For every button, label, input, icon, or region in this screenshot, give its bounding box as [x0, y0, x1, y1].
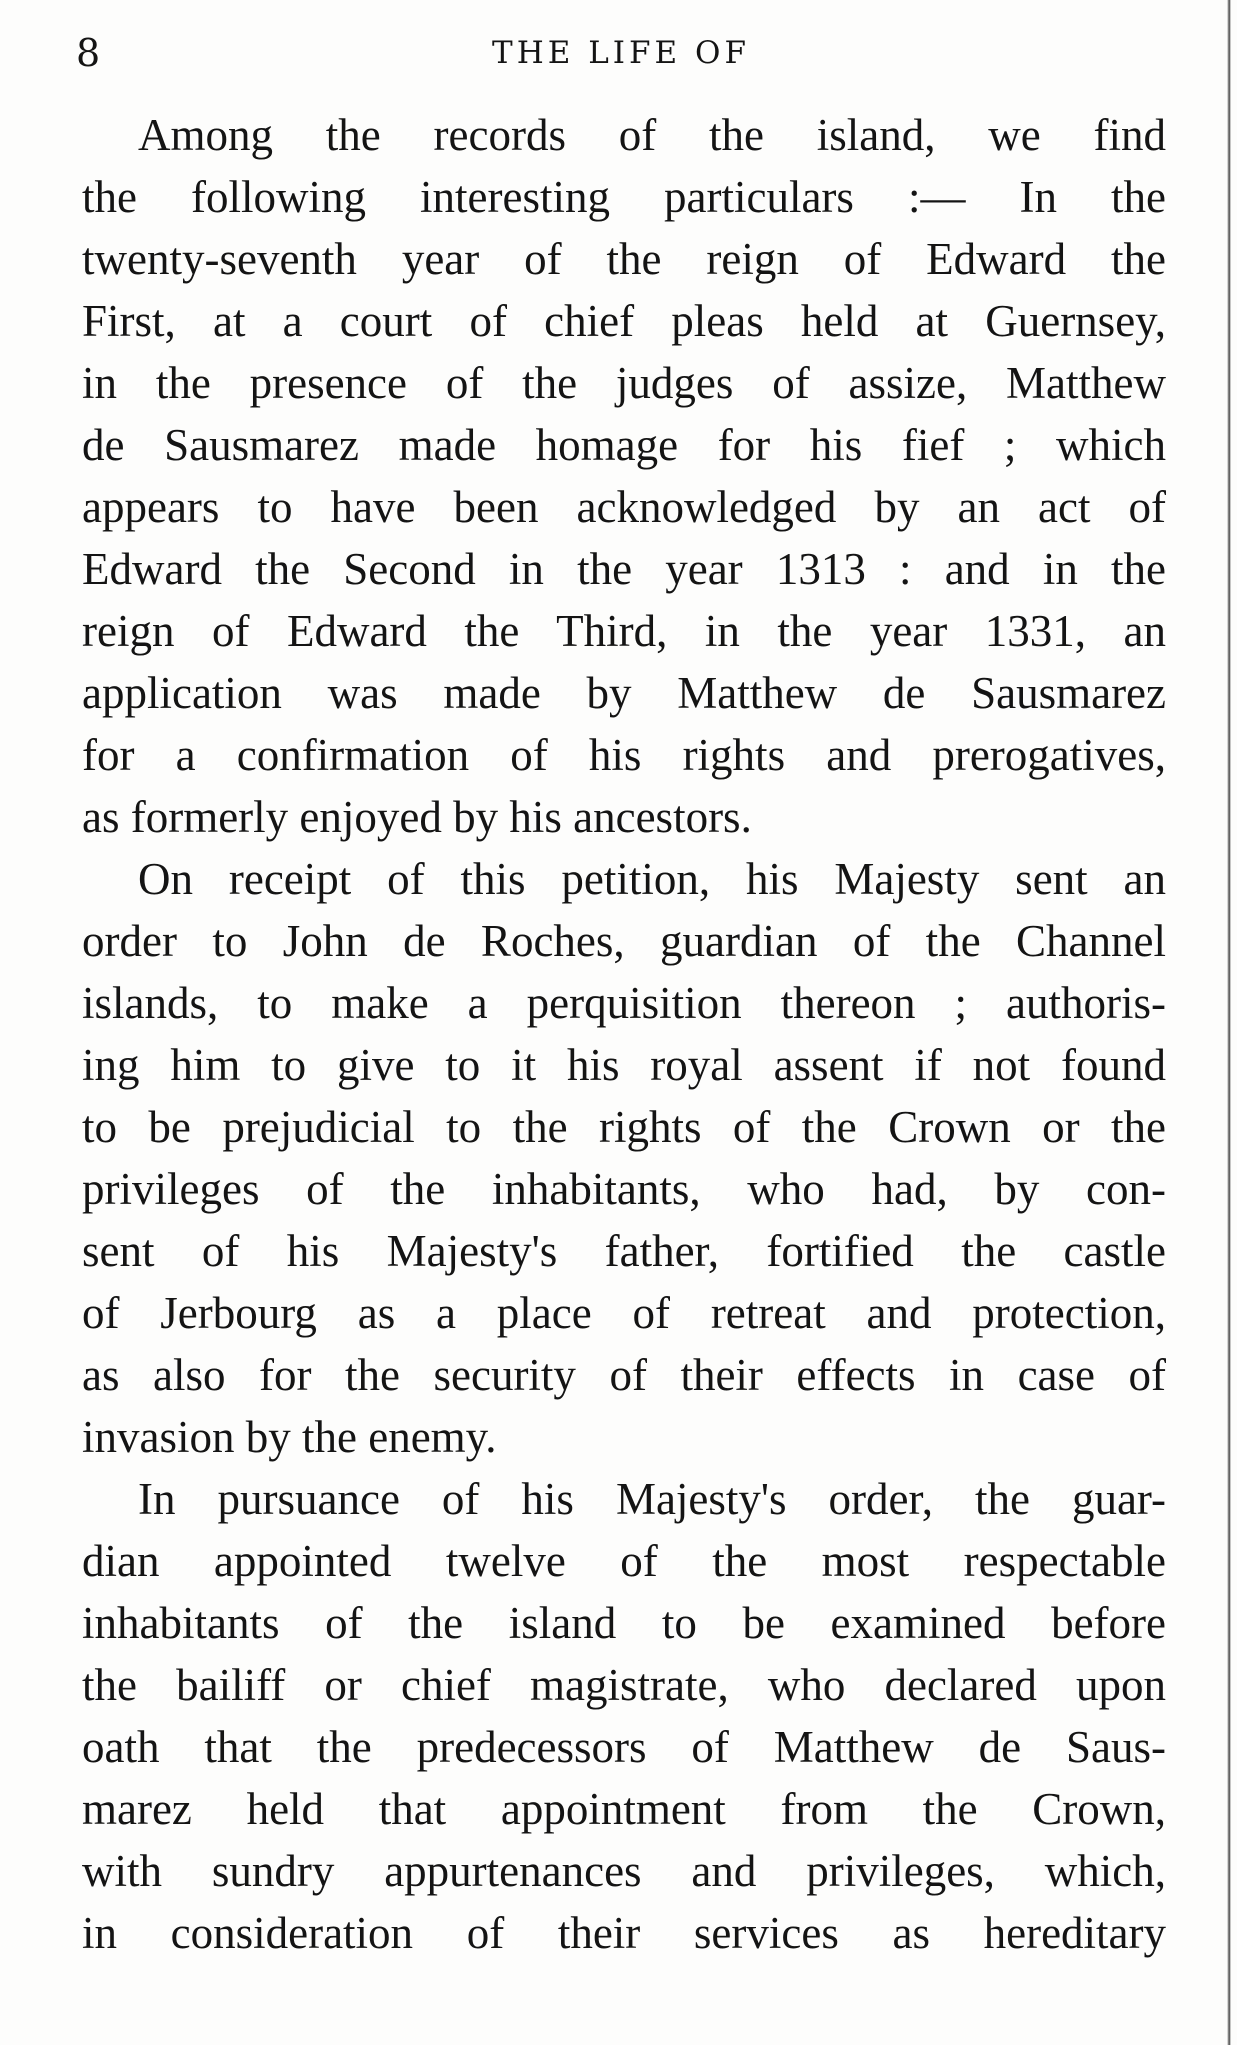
text-line: invasion by the enemy. [82, 1412, 497, 1462]
running-head: THE LIFE OF [492, 35, 750, 71]
text-line: ing him to give to it his royal assent if not found [82, 1040, 1166, 1090]
paragraph [82, 1468, 1166, 1964]
text-line: Edward the Second in the year 1313 : and in the [82, 544, 1166, 594]
text-line: dian appointed twelve of the most respectable [82, 1536, 1166, 1586]
text-line: appears to have been acknowledged by an act of [82, 482, 1166, 532]
text-line: inhabitants of the island to be examined before [82, 1598, 1166, 1648]
text-line: islands, to make a perquisition thereon ; authoris- [82, 978, 1166, 1028]
text-line: privileges of the inhabitants, who had, by con- [82, 1164, 1166, 1214]
text-line: oath that the predecessors of Matthew de Saus- [82, 1722, 1166, 1772]
text-line: application was made by Matthew de Sausmarez [82, 668, 1166, 718]
page-edge-shadow [1227, 0, 1231, 2045]
text-line: reign of Edward the Third, in the year 1331, an [82, 606, 1166, 656]
text-line: the bailiff or chief magistrate, who declared upon [82, 1660, 1166, 1710]
text-line: for a confirmation of his rights and prerogatives, [82, 730, 1166, 780]
text-line: marez held that appointment from the Crown, [82, 1784, 1166, 1834]
paragraph [82, 104, 1166, 848]
text-line: de Sausmarez made homage for his fief ; which [82, 420, 1166, 470]
text-line: of Jerbourg as a place of retreat and protection, [82, 1288, 1166, 1338]
text-line: On receipt of this petition, his Majesty sent an [138, 854, 1166, 904]
text-line: sent of his Majesty's father, fortified the castle [82, 1226, 1166, 1276]
text-line: twenty-seventh year of the reign of Edward the [82, 234, 1166, 284]
text-line: as also for the security of their effects in case of [82, 1350, 1166, 1400]
text-line: First, at a court of chief pleas held at Guernsey, [82, 296, 1166, 346]
text-line: order to John de Roches, guardian of the Channel [82, 916, 1166, 966]
text-line: in the presence of the judges of assize, Matthew [82, 358, 1166, 408]
text-line: to be prejudicial to the rights of the Crown or the [82, 1102, 1166, 1152]
text-line: the following interesting particulars :— In the [82, 172, 1166, 222]
body-text [82, 104, 1166, 1964]
text-line: as formerly enjoyed by his ancestors. [82, 792, 752, 842]
text-line: in consideration of their services as hereditary [82, 1908, 1166, 1958]
paragraph [82, 848, 1166, 1468]
page-header [76, 28, 1166, 78]
page-number: 8 [76, 31, 101, 75]
text-line: with sundry appurtenances and privileges, which, [82, 1846, 1166, 1896]
text-line: In pursuance of his Majesty's order, the guar- [138, 1474, 1166, 1524]
text-line: Among the records of the island, we find [138, 110, 1166, 160]
